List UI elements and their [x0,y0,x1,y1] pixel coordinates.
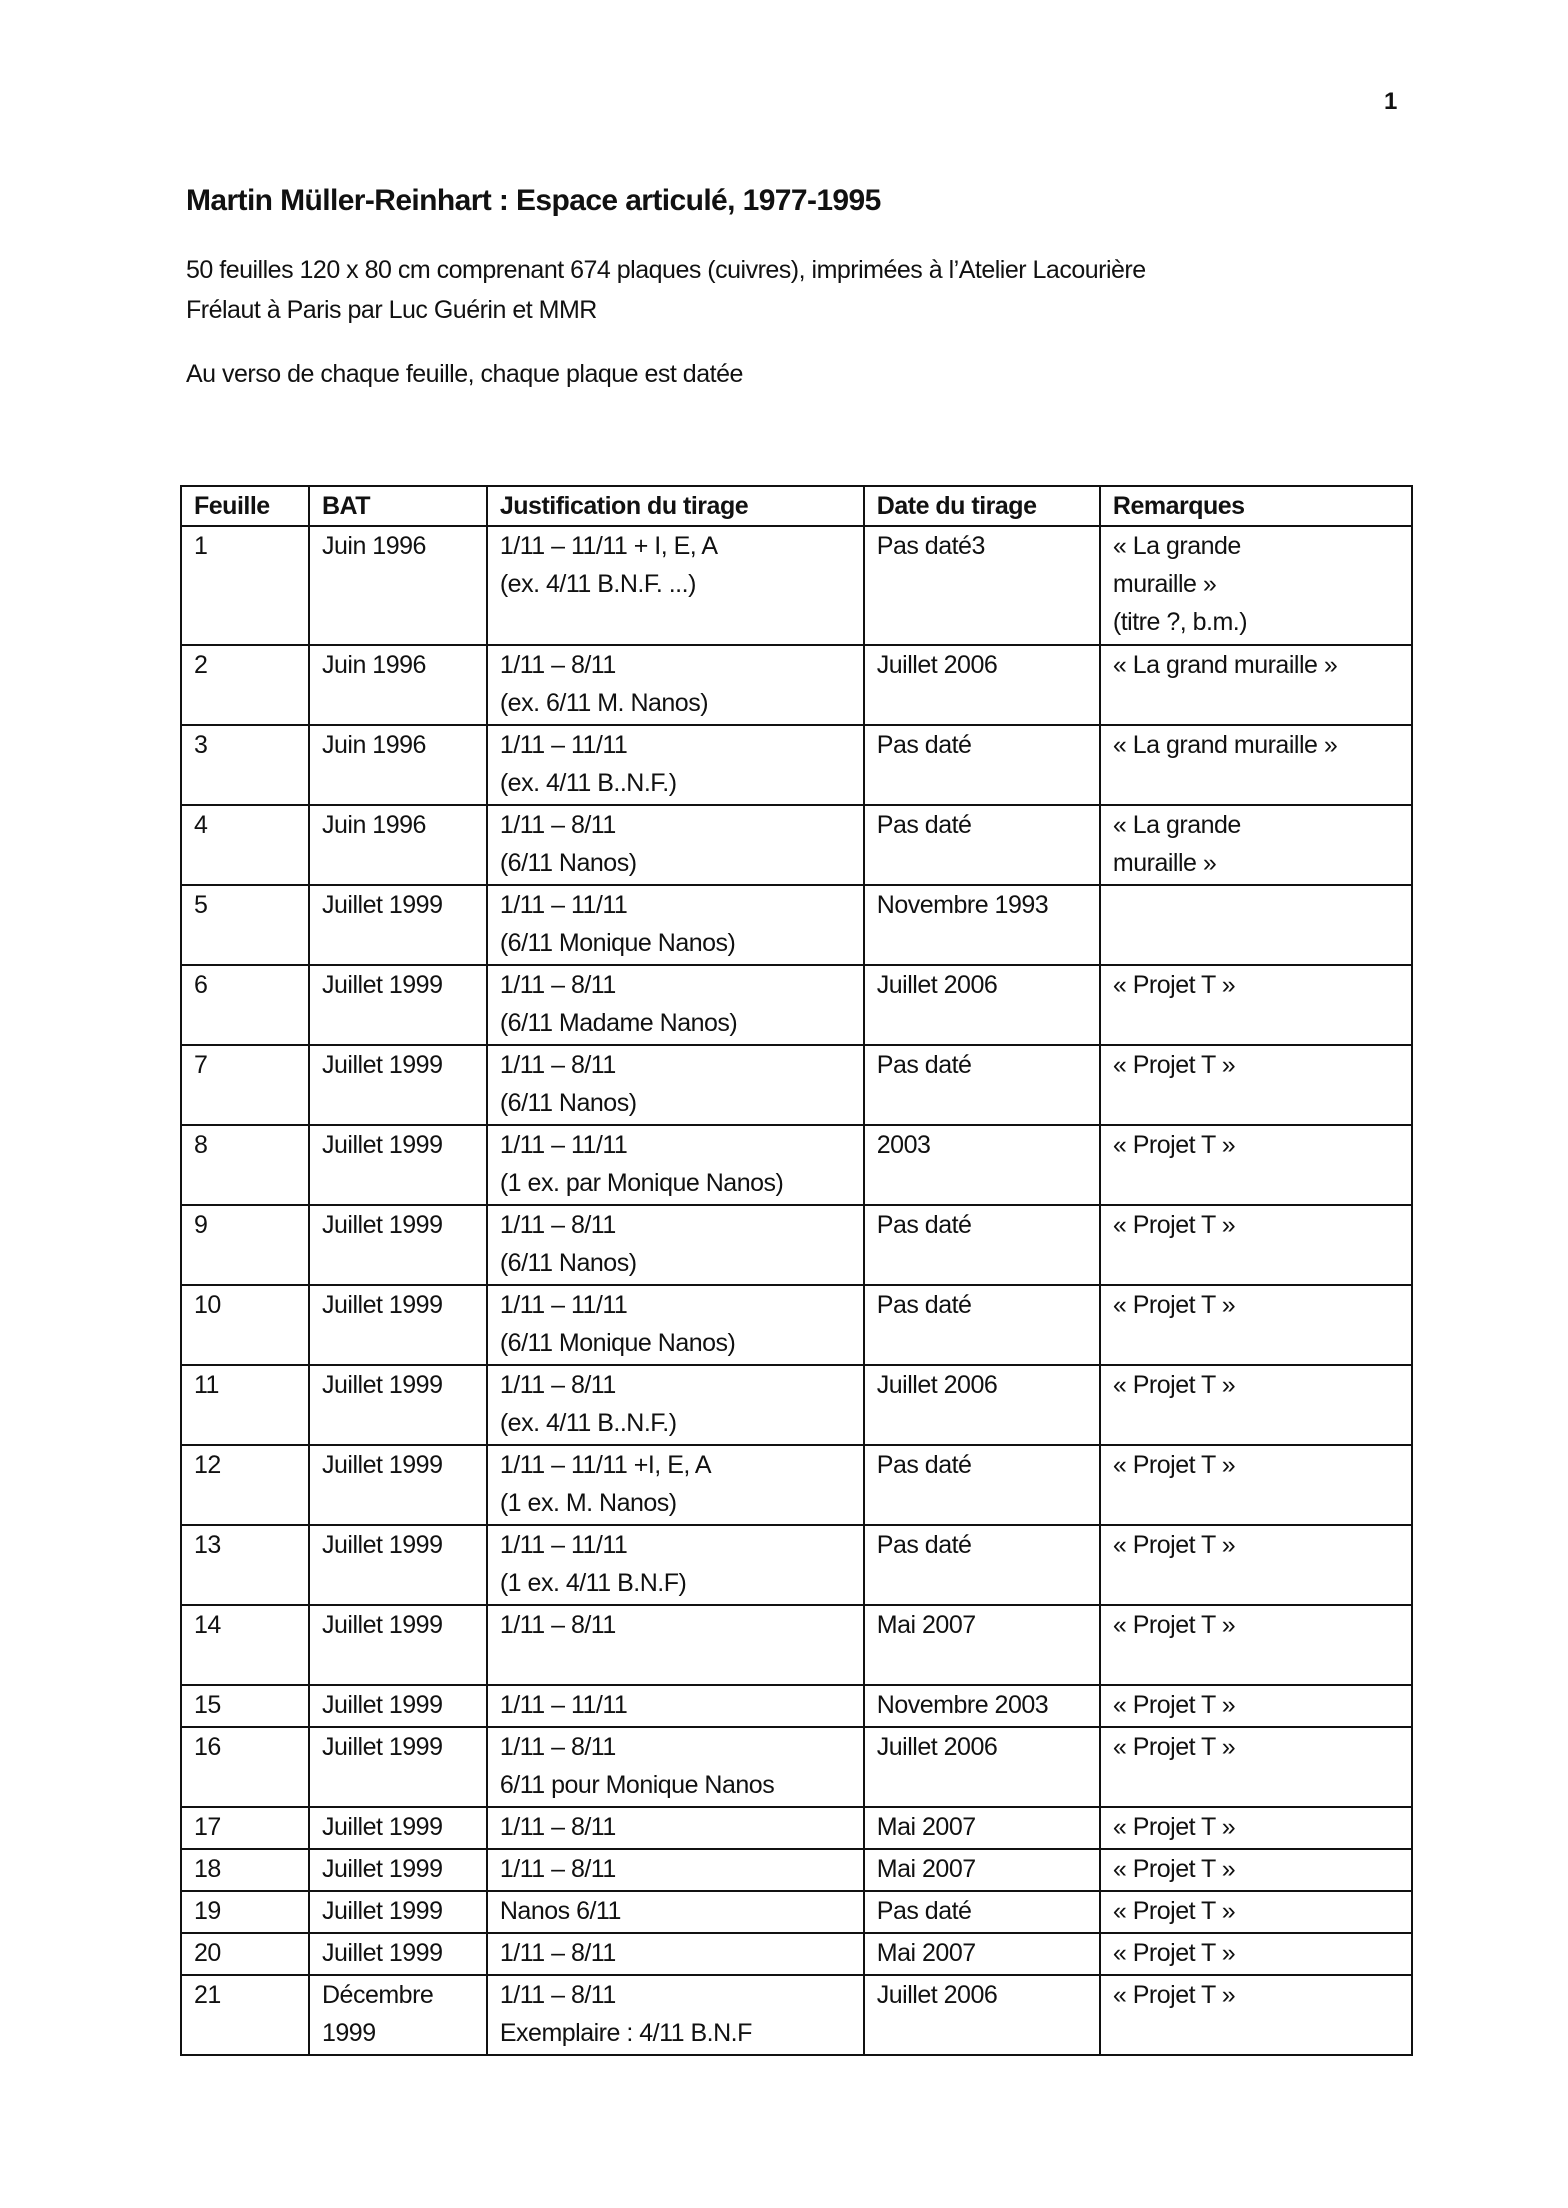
table-header-row [181,486,1412,526]
table-row [181,725,1412,805]
cell-justification [487,526,864,645]
cell-remarques-line: (titre ?, b.m.) [1112,608,1248,636]
cell-bat [309,1365,487,1445]
cell-remarques [1100,1045,1412,1125]
cell-feuille: 16 [181,1727,309,1807]
cell-bat-line: Décembre [322,1981,434,2009]
cell-justification-line: 1/11 – 8/11 [499,1733,616,1761]
cell-date: Juillet 2006 [864,965,1100,1045]
cell-justification [487,1685,864,1727]
cell-feuille: 2 [181,645,309,725]
cell-remarques-line: « Projet T » [1112,1813,1236,1841]
cell-bat-line: Juillet 1999 [322,1939,443,1967]
cell-bat-line: Juillet 1999 [322,1291,443,1319]
cell-justification-line: 1/11 – 8/11 [499,651,616,679]
intro-line: 50 feuilles 120 x 80 cm comprenant 674 plaques (cuivres), imprimées à l’Atelier Lacourière [186,256,1146,284]
table-row [181,1685,1412,1727]
cell-remarques [1100,805,1412,885]
cell-feuille: 4 [181,805,309,885]
cell-date: Novembre 1993 [864,885,1100,965]
cell-justification [487,1205,864,1285]
cell-bat [309,1727,487,1807]
cell-bat-line: Juillet 1999 [322,971,443,999]
header-date: Date du tirage [864,486,1100,526]
table-row [181,1891,1412,1933]
cell-date: Pas daté [864,1285,1100,1365]
cell-feuille: 7 [181,1045,309,1125]
cell-justification-line: 1/11 – 8/11 [499,1855,616,1883]
cell-remarques [1100,526,1412,645]
cell-justification-line: 1/11 – 11/11 [499,891,628,919]
cell-feuille: 17 [181,1807,309,1849]
cell-bat-line: 1999 [322,2019,376,2047]
catalog-table [180,485,1413,2056]
cell-remarques [1100,1975,1412,2055]
table-row [181,1205,1412,1285]
cell-bat [309,1525,487,1605]
cell-remarques-line: « Projet T » [1112,1939,1236,1967]
cell-justification-line: Nanos 6/11 [499,1897,621,1925]
cell-justification-line: (6/11 Nanos) [499,1249,637,1277]
cell-feuille: 19 [181,1891,309,1933]
cell-justification [487,1849,864,1891]
cell-bat [309,1125,487,1205]
cell-feuille: 21 [181,1975,309,2055]
cell-remarques [1100,1525,1412,1605]
cell-remarques [1100,885,1412,965]
cell-remarques-line: « Projet T » [1112,1611,1236,1639]
cell-feuille: 10 [181,1285,309,1365]
cell-remarques [1100,645,1412,725]
header-bat: BAT [309,486,487,526]
cell-bat-line: Juillet 1999 [322,1131,443,1159]
cell-date: Pas daté [864,1205,1100,1285]
cell-bat-line: Juin 1996 [322,811,426,839]
cell-remarques-line: « Projet T » [1112,1733,1236,1761]
cell-justification-line: 1/11 – 11/11 [499,1691,628,1719]
table-row [181,965,1412,1045]
cell-remarques [1100,1125,1412,1205]
cell-bat [309,1445,487,1525]
cell-date: Pas daté [864,1445,1100,1525]
cell-remarques [1100,1365,1412,1445]
cell-date: Mai 2007 [864,1849,1100,1891]
cell-justification-line: (ex. 4/11 B..N.F.) [499,1409,677,1437]
cell-justification [487,805,864,885]
cell-bat [309,1975,487,2055]
cell-feuille: 11 [181,1365,309,1445]
cell-feuille: 9 [181,1205,309,1285]
cell-feuille: 1 [181,526,309,645]
cell-bat [309,725,487,805]
cell-remarques-line: « Projet T » [1112,1291,1236,1319]
cell-bat [309,885,487,965]
cell-date: Mai 2007 [864,1605,1100,1685]
cell-justification [487,1525,864,1605]
cell-bat-line: Juillet 1999 [322,1051,443,1079]
table-row [181,1807,1412,1849]
cell-justification [487,1285,864,1365]
cell-bat-line: Juillet 1999 [322,1691,443,1719]
table-row [181,1727,1412,1807]
cell-justification [487,1891,864,1933]
cell-bat [309,1205,487,1285]
cell-justification-line: 1/11 – 11/11 + I, E, A [499,532,718,560]
cell-bat [309,1807,487,1849]
cell-remarques-line: muraille » [1112,849,1217,877]
cell-justification-line: Exemplaire : 4/11 B.N.F [499,2019,752,2047]
table-body [181,526,1412,2055]
header-remarques: Remarques [1100,486,1412,526]
page-number: 1 [1384,88,1398,115]
cell-bat-line: Juin 1996 [322,731,426,759]
cell-justification-line: 1/11 – 11/11 [499,1291,628,1319]
cell-bat-line: Juillet 1999 [322,1371,443,1399]
cell-remarques-line: « Projet T » [1112,1051,1236,1079]
cell-remarques-line: « Projet T » [1112,1531,1236,1559]
cell-bat-line: Juin 1996 [322,651,426,679]
cell-date: Mai 2007 [864,1933,1100,1975]
cell-justification [487,1365,864,1445]
cell-justification [487,1727,864,1807]
cell-feuille: 8 [181,1125,309,1205]
table-row [181,1125,1412,1205]
intro-line: Frélaut à Paris par Luc Guérin et MMR [186,296,597,324]
cell-remarques-line: « Projet T » [1112,1855,1236,1883]
cell-remarques-line: muraille » [1112,570,1217,598]
cell-bat-line: Juillet 1999 [322,1897,443,1925]
cell-justification [487,965,864,1045]
table-row [181,1975,1412,2055]
cell-justification-line: (6/11 Monique Nanos) [499,929,736,957]
cell-justification [487,725,864,805]
cell-justification-line: (ex. 4/11 B.N.F. ...) [499,570,696,598]
cell-bat [309,1605,487,1685]
table-row [181,1605,1412,1685]
cell-remarques-line: « La grand muraille » [1112,731,1338,759]
cell-remarques-line: « La grande [1112,532,1241,560]
cell-feuille: 12 [181,1445,309,1525]
cell-justification-line: 1/11 – 8/11 [499,971,616,999]
cell-date: Juillet 2006 [864,1975,1100,2055]
cell-justification [487,1975,864,2055]
cell-remarques-line: « Projet T » [1112,1691,1236,1719]
cell-justification-line: (1 ex. par Monique Nanos) [499,1169,784,1197]
cell-justification-line: 1/11 – 11/11 [499,1131,628,1159]
cell-feuille: 18 [181,1849,309,1891]
cell-date: Juillet 2006 [864,645,1100,725]
cell-justification-line: (6/11 Monique Nanos) [499,1329,736,1357]
cell-remarques-line: « La grand muraille » [1112,651,1338,679]
cell-remarques [1100,1685,1412,1727]
cell-justification-line: (6/11 Nanos) [499,849,637,877]
cell-remarques [1100,1849,1412,1891]
cell-justification [487,1605,864,1685]
cell-feuille: 15 [181,1685,309,1727]
cell-justification-line: 1/11 – 11/11 [499,731,628,759]
cell-feuille: 5 [181,885,309,965]
cell-remarques-line: « Projet T » [1112,1371,1236,1399]
cell-justification-line: (1 ex. 4/11 B.N.F) [499,1569,687,1597]
cell-bat [309,965,487,1045]
cell-justification-line: 1/11 – 8/11 [499,1939,616,1967]
table-row [181,1445,1412,1525]
cell-remarques-line: « Projet T » [1112,1211,1236,1239]
cell-justification-line: 1/11 – 8/11 [499,1813,616,1841]
cell-justification-line: 1/11 – 8/11 [499,1981,616,2009]
cell-remarques-line: « Projet T » [1112,1981,1236,2009]
cell-bat [309,1285,487,1365]
cell-feuille: 20 [181,1933,309,1975]
cell-date: Pas daté3 [864,526,1100,645]
cell-justification-line: 1/11 – 8/11 [499,1371,616,1399]
cell-bat-line: Juillet 1999 [322,1733,443,1761]
cell-justification-line: (6/11 Nanos) [499,1089,637,1117]
cell-date: Pas daté [864,805,1100,885]
cell-bat [309,1933,487,1975]
cell-justification-line: 1/11 – 8/11 [499,1051,616,1079]
cell-remarques-line: « Projet T » [1112,1451,1236,1479]
cell-justification [487,885,864,965]
cell-justification-line: 1/11 – 8/11 [499,811,616,839]
cell-bat [309,1045,487,1125]
cell-remarques [1100,725,1412,805]
cell-justification [487,1125,864,1205]
cell-justification-line: 6/11 pour Monique Nanos [499,1771,775,1799]
cell-remarques [1100,1285,1412,1365]
table-row [181,526,1412,645]
cell-bat-line: Juin 1996 [322,532,426,560]
cell-date: Pas daté [864,725,1100,805]
cell-remarques [1100,1727,1412,1807]
cell-justification [487,1045,864,1125]
cell-justification-line: 1/11 – 8/11 [499,1611,616,1639]
table-row [181,1045,1412,1125]
cell-bat [309,526,487,645]
table-row [181,1285,1412,1365]
cell-bat-line: Juillet 1999 [322,1531,443,1559]
table-row [181,1525,1412,1605]
cell-date: Novembre 2003 [864,1685,1100,1727]
cell-remarques [1100,1445,1412,1525]
cell-remarques [1100,965,1412,1045]
cell-date: Pas daté [864,1525,1100,1605]
cell-remarques-line: « La grande [1112,811,1241,839]
document-title: Martin Müller-Reinhart : Espace articulé, 1977-1995 [186,184,881,217]
header-feuille: Feuille [181,486,309,526]
cell-justification-line: 1/11 – 11/11 +I, E, A [499,1451,712,1479]
cell-bat [309,805,487,885]
cell-feuille: 3 [181,725,309,805]
cell-remarques-line: « Projet T » [1112,1897,1236,1925]
cell-bat-line: Juillet 1999 [322,1855,443,1883]
table-row [181,1365,1412,1445]
table-row [181,645,1412,725]
table-row [181,1933,1412,1975]
cell-remarques-line: « Projet T » [1112,1131,1236,1159]
cell-bat-line: Juillet 1999 [322,1813,443,1841]
cell-bat [309,1685,487,1727]
cell-date: 2003 [864,1125,1100,1205]
cell-justification [487,645,864,725]
cell-justification [487,1933,864,1975]
cell-date: Juillet 2006 [864,1727,1100,1807]
cell-bat-line: Juillet 1999 [322,1451,443,1479]
cell-remarques [1100,1807,1412,1849]
table-row [181,805,1412,885]
cell-feuille: 13 [181,1525,309,1605]
cell-bat-line: Juillet 1999 [322,891,443,919]
cell-bat [309,645,487,725]
cell-justification-line: 1/11 – 11/11 [499,1531,628,1559]
cell-bat-line: Juillet 1999 [322,1611,443,1639]
cell-justification-line: (ex. 6/11 M. Nanos) [499,689,709,717]
cell-justification-line: (ex. 4/11 B..N.F.) [499,769,677,797]
cell-remarques [1100,1605,1412,1685]
cell-date: Mai 2007 [864,1807,1100,1849]
cell-justification [487,1807,864,1849]
cell-remarques [1100,1205,1412,1285]
cell-feuille: 6 [181,965,309,1045]
cell-justification-line: 1/11 – 8/11 [499,1211,616,1239]
cell-feuille: 14 [181,1605,309,1685]
header-justification: Justification du tirage [487,486,864,526]
note-paragraph: Au verso de chaque feuille, chaque plaque est datée [186,360,743,388]
intro-paragraph [186,250,1146,330]
cell-bat [309,1849,487,1891]
cell-remarques-line: « Projet T » [1112,971,1236,999]
cell-date: Pas daté [864,1045,1100,1125]
cell-remarques [1100,1933,1412,1975]
cell-bat [309,1891,487,1933]
table-row [181,885,1412,965]
cell-date: Juillet 2006 [864,1365,1100,1445]
cell-remarques [1100,1891,1412,1933]
cell-date: Pas daté [864,1891,1100,1933]
table-row [181,1849,1412,1891]
cell-justification-line: (6/11 Madame Nanos) [499,1009,738,1037]
cell-justification-line: (1 ex. M. Nanos) [499,1489,677,1517]
cell-bat-line: Juillet 1999 [322,1211,443,1239]
cell-justification [487,1445,864,1525]
